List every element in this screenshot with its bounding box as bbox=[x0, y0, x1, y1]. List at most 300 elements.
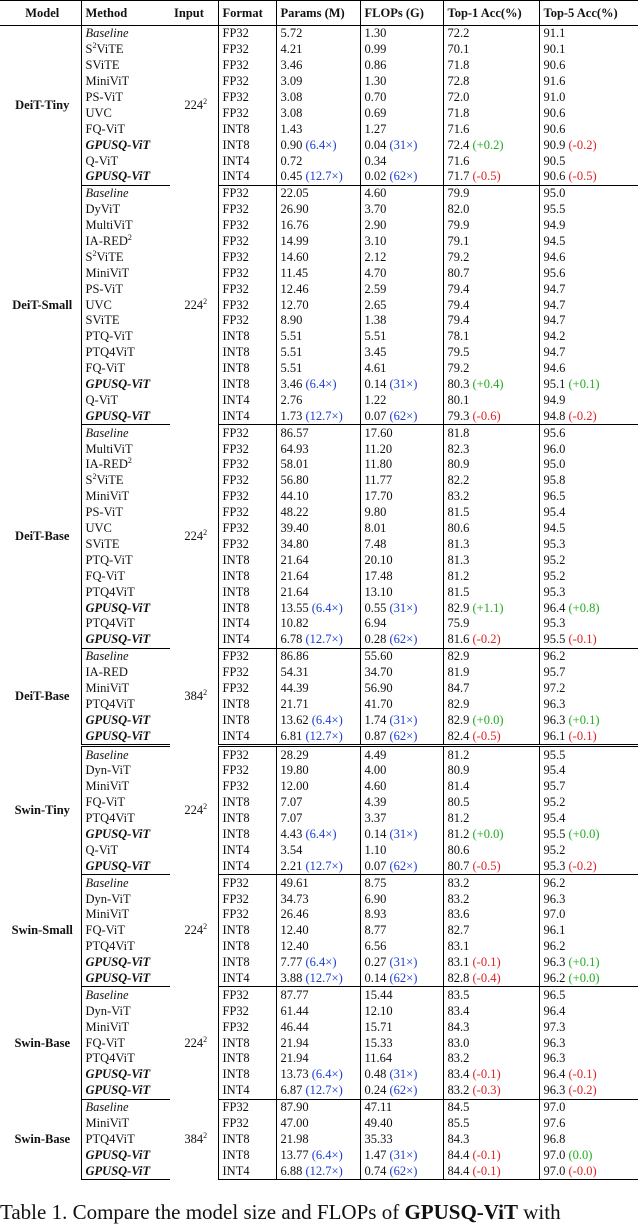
table-row bbox=[0, 712, 638, 728]
method-name: PTQ4ViT bbox=[85, 1131, 135, 1146]
method-name: PTQ4ViT bbox=[85, 616, 135, 631]
table-row bbox=[0, 923, 638, 939]
params-cell-delta: (12.7×) bbox=[305, 408, 343, 423]
params-cell: 44.39 bbox=[276, 681, 360, 697]
method-name: MiniViT bbox=[85, 265, 130, 280]
method-cell bbox=[81, 795, 170, 811]
top1-cell-delta: (-0.5) bbox=[472, 858, 501, 873]
top5-cell: 97.0 bbox=[539, 1099, 638, 1115]
params-cell: 13.73 (6.4×) bbox=[276, 1067, 360, 1083]
method-name: IA-RED$^2$ bbox=[85, 457, 132, 472]
flops-cell: 17.60 bbox=[360, 425, 443, 441]
top5-cell: 95.4 bbox=[539, 811, 638, 827]
top1-cell: 82.9 (+1.1) bbox=[443, 600, 539, 616]
input-superscript: 2 bbox=[203, 922, 208, 932]
method-name: GPUSQ-ViT bbox=[85, 1163, 151, 1178]
flops-cell: 6.90 bbox=[360, 891, 443, 907]
format-cell: FP32 bbox=[218, 648, 276, 664]
format-cell: FP32 bbox=[218, 987, 276, 1003]
top5-cell: 95.1 (+0.1) bbox=[539, 377, 638, 393]
method-cell bbox=[81, 361, 170, 377]
method-cell bbox=[81, 1003, 170, 1019]
format-cell: FP32 bbox=[218, 185, 276, 201]
column-header-flops: FLOPs (G) bbox=[360, 1, 443, 26]
top1-cell: 81.2 (+0.0) bbox=[443, 827, 539, 843]
format-cell: INT4 bbox=[218, 1083, 276, 1099]
top1-cell: 71.6 bbox=[443, 121, 539, 137]
method-name: GPUSQ-ViT bbox=[85, 1083, 151, 1098]
params-cell: 21.64 bbox=[276, 584, 360, 600]
flops-cell: 8.75 bbox=[360, 875, 443, 891]
flops-cell: 0.14 (62×) bbox=[360, 971, 443, 987]
flops-cell: 0.14 (31×) bbox=[360, 827, 443, 843]
table-row bbox=[0, 632, 638, 648]
method-cell bbox=[81, 1131, 170, 1147]
method-name: GPUSQ-ViT bbox=[85, 728, 151, 743]
params-cell: 13.77 (6.4×) bbox=[276, 1147, 360, 1163]
input-cell: $224^2$ bbox=[184, 1034, 208, 1050]
format-cell: INT8 bbox=[218, 1147, 276, 1163]
model-cell: DeiT-Base bbox=[0, 648, 81, 745]
params-cell: 6.78 (12.7×) bbox=[276, 632, 360, 648]
top5-cell: 94.7 bbox=[539, 345, 638, 361]
format-cell: FP32 bbox=[218, 763, 276, 779]
flops-cell-delta: (62×) bbox=[389, 1083, 418, 1098]
top1-cell: 82.2 bbox=[443, 473, 539, 489]
format-cell: FP32 bbox=[218, 505, 276, 521]
format-cell: INT8 bbox=[218, 568, 276, 584]
table-row bbox=[0, 58, 638, 74]
method-cell bbox=[81, 923, 170, 939]
top1-cell: 80.6 bbox=[443, 842, 539, 858]
method-cell bbox=[81, 987, 170, 1003]
params-cell: 12.70 bbox=[276, 297, 360, 313]
flops-cell: 5.51 bbox=[360, 329, 443, 345]
method-cell bbox=[81, 552, 170, 568]
top1-cell: 79.4 bbox=[443, 281, 539, 297]
top5-cell: 97.2 bbox=[539, 681, 638, 697]
params-cell: 3.09 bbox=[276, 74, 360, 90]
method-cell bbox=[81, 408, 170, 424]
top1-cell: 80.9 bbox=[443, 763, 539, 779]
params-cell: 28.29 bbox=[276, 746, 360, 763]
flops-cell: 0.48 (31×) bbox=[360, 1067, 443, 1083]
model-group bbox=[0, 1099, 638, 1179]
method-name: GPUSQ-ViT bbox=[85, 858, 151, 873]
table-row bbox=[0, 728, 638, 745]
method-cell bbox=[81, 137, 170, 153]
method-cell bbox=[81, 489, 170, 505]
method-name: $S^2ViTE$ bbox=[85, 249, 124, 264]
format-cell: INT8 bbox=[218, 795, 276, 811]
method-cell bbox=[81, 425, 170, 441]
top1-cell: 81.4 bbox=[443, 779, 539, 795]
flops-cell: 34.70 bbox=[360, 665, 443, 681]
table-row bbox=[0, 1067, 638, 1083]
top1-cell: 83.0 bbox=[443, 1035, 539, 1051]
method-cell bbox=[81, 121, 170, 137]
input-cell: $384^2$ bbox=[184, 1130, 208, 1146]
top5-cell: 94.7 bbox=[539, 297, 638, 313]
top5-cell: 96.4 (+0.8) bbox=[539, 600, 638, 616]
top1-cell: 81.5 bbox=[443, 584, 539, 600]
top1-cell-delta: (+1.1) bbox=[472, 600, 504, 615]
format-cell: INT4 bbox=[218, 408, 276, 424]
flops-cell: 11.20 bbox=[360, 441, 443, 457]
params-cell: 5.51 bbox=[276, 361, 360, 377]
method-cell bbox=[81, 313, 170, 329]
input-superscript: 2 bbox=[203, 1130, 208, 1140]
top5-cell-delta: (-0.2) bbox=[568, 137, 597, 152]
flops-cell: 4.49 bbox=[360, 746, 443, 763]
top5-cell: 94.8 (-0.2) bbox=[539, 408, 638, 424]
table-row bbox=[0, 1003, 638, 1019]
top5-cell: 95.2 bbox=[539, 552, 638, 568]
top1-cell: 79.2 bbox=[443, 249, 539, 265]
params-cell: 1.43 bbox=[276, 121, 360, 137]
method-cell bbox=[81, 392, 170, 408]
format-cell: INT8 bbox=[218, 584, 276, 600]
table-row bbox=[0, 74, 638, 90]
column-header-top5: Top-5 Acc(%) bbox=[539, 1, 638, 26]
params-cell: 10.82 bbox=[276, 616, 360, 632]
flops-cell: 1.22 bbox=[360, 392, 443, 408]
method-cell bbox=[81, 42, 170, 58]
format-cell: INT8 bbox=[218, 361, 276, 377]
flops-cell: 0.02 (62×) bbox=[360, 169, 443, 185]
flops-cell-delta: (62×) bbox=[389, 632, 418, 647]
table-row bbox=[0, 473, 638, 489]
top1-cell: 70.1 bbox=[443, 42, 539, 58]
format-cell: INT8 bbox=[218, 345, 276, 361]
top1-cell: 82.4 (-0.5) bbox=[443, 728, 539, 745]
table-row bbox=[0, 249, 638, 265]
method-superscript: 2 bbox=[127, 233, 132, 242]
params-cell: 46.44 bbox=[276, 1019, 360, 1035]
top5-cell: 96.2 bbox=[539, 875, 638, 891]
flops-cell: 11.77 bbox=[360, 473, 443, 489]
top1-cell: 80.7 (-0.5) bbox=[443, 858, 539, 874]
method-cell bbox=[81, 584, 170, 600]
table-row bbox=[0, 26, 638, 42]
flops-cell-delta: (31×) bbox=[389, 1147, 418, 1162]
table-row bbox=[0, 1019, 638, 1035]
params-cell-delta: (12.7×) bbox=[305, 728, 343, 743]
method-name: MiniViT bbox=[85, 74, 130, 89]
table-row bbox=[0, 746, 638, 763]
top1-cell: 83.2 bbox=[443, 1051, 539, 1067]
top5-cell-delta: (+0.0) bbox=[568, 826, 600, 841]
top5-cell: 90.6 bbox=[539, 105, 638, 121]
table-row bbox=[0, 505, 638, 521]
format-cell: INT8 bbox=[218, 377, 276, 393]
method-name: $S^2ViTE$ bbox=[85, 472, 124, 488]
params-cell: 3.88 (12.7×) bbox=[276, 971, 360, 987]
format-cell: INT4 bbox=[218, 616, 276, 632]
top5-cell: 96.3 (+0.1) bbox=[539, 955, 638, 971]
top1-cell-delta: (-0.5) bbox=[472, 728, 501, 743]
top5-cell: 95.0 bbox=[539, 185, 638, 201]
params-cell: 13.55 (6.4×) bbox=[276, 600, 360, 616]
table-row bbox=[0, 858, 638, 874]
top1-cell: 81.6 (-0.2) bbox=[443, 632, 539, 648]
format-cell: INT8 bbox=[218, 1131, 276, 1147]
table-row bbox=[0, 842, 638, 858]
method-name: MiniViT bbox=[85, 489, 130, 504]
top5-cell: 95.5 bbox=[539, 202, 638, 218]
format-cell: FP32 bbox=[218, 779, 276, 795]
params-cell: 21.64 bbox=[276, 568, 360, 584]
method-cell bbox=[81, 153, 170, 169]
method-superscript: 2 bbox=[92, 472, 97, 482]
format-cell: FP32 bbox=[218, 537, 276, 553]
params-cell: 21.71 bbox=[276, 696, 360, 712]
method-cell bbox=[81, 105, 170, 121]
format-cell: INT4 bbox=[218, 392, 276, 408]
method-name: GPUSQ-ViT bbox=[85, 955, 151, 970]
table-row bbox=[0, 537, 638, 553]
flops-cell-delta: (62×) bbox=[389, 1163, 418, 1178]
input-cell: $384^2$ bbox=[184, 688, 208, 704]
flops-cell-delta: (31×) bbox=[389, 377, 418, 392]
params-cell-delta: (12.7×) bbox=[305, 858, 343, 873]
method-cell bbox=[81, 281, 170, 297]
flops-cell: 3.70 bbox=[360, 202, 443, 218]
params-cell-delta: (12.7×) bbox=[305, 169, 343, 184]
table-row bbox=[0, 987, 638, 1003]
flops-cell: 6.94 bbox=[360, 616, 443, 632]
flops-cell: 1.30 bbox=[360, 74, 443, 90]
top5-cell: 97.6 bbox=[539, 1116, 638, 1132]
table-row bbox=[0, 907, 638, 923]
method-name: Baseline bbox=[85, 875, 129, 890]
column-header-model: Model bbox=[0, 1, 81, 26]
model-cell: Swin-Base bbox=[0, 1099, 81, 1179]
flops-cell: 11.80 bbox=[360, 457, 443, 473]
format-cell: FP32 bbox=[218, 441, 276, 457]
format-cell: FP32 bbox=[218, 90, 276, 106]
method-cell bbox=[81, 1067, 170, 1083]
top1-cell: 80.9 bbox=[443, 457, 539, 473]
flops-cell: 17.70 bbox=[360, 489, 443, 505]
top5-cell: 90.6 bbox=[539, 58, 638, 74]
table-row bbox=[0, 665, 638, 681]
params-cell-delta: (12.7×) bbox=[305, 1163, 343, 1178]
top1-cell: 83.6 bbox=[443, 907, 539, 923]
top5-cell-delta: (-0.1) bbox=[568, 632, 597, 647]
table-row bbox=[0, 1051, 638, 1067]
table-row bbox=[0, 425, 638, 441]
params-cell: 34.80 bbox=[276, 537, 360, 553]
table-row bbox=[0, 681, 638, 697]
method-name: GPUSQ-ViT bbox=[85, 600, 151, 615]
top1-cell: 80.1 bbox=[443, 392, 539, 408]
flops-cell: 0.07 (62×) bbox=[360, 408, 443, 424]
top1-cell-delta: (-0.5) bbox=[472, 169, 501, 184]
method-name: Baseline bbox=[85, 649, 129, 664]
params-cell: 7.07 bbox=[276, 795, 360, 811]
top5-cell: 95.8 bbox=[539, 473, 638, 489]
table-row bbox=[0, 90, 638, 106]
top1-cell: 72.2 bbox=[443, 26, 539, 42]
input-superscript: 2 bbox=[203, 688, 208, 698]
top1-cell: 82.3 bbox=[443, 441, 539, 457]
flops-cell: 3.10 bbox=[360, 234, 443, 250]
method-cell bbox=[81, 1051, 170, 1067]
method-name: GPUSQ-ViT bbox=[85, 712, 151, 727]
top1-cell: 82.9 bbox=[443, 648, 539, 664]
table-row bbox=[0, 1083, 638, 1099]
table-row bbox=[0, 971, 638, 987]
top5-cell: 94.6 bbox=[539, 361, 638, 377]
params-cell: 6.87 (12.7×) bbox=[276, 1083, 360, 1099]
method-superscript: 2 bbox=[127, 457, 132, 466]
method-name: GPUSQ-ViT bbox=[85, 1147, 151, 1162]
top1-cell: 79.9 bbox=[443, 218, 539, 234]
top1-cell: 71.8 bbox=[443, 105, 539, 121]
method-cell bbox=[81, 939, 170, 955]
params-cell: 2.76 bbox=[276, 392, 360, 408]
table-row bbox=[0, 616, 638, 632]
params-cell: 3.08 bbox=[276, 90, 360, 106]
method-cell bbox=[81, 1035, 170, 1051]
method-name: Dyn-ViT bbox=[85, 891, 131, 906]
format-cell: INT8 bbox=[218, 827, 276, 843]
method-name: GPUSQ-ViT bbox=[85, 1067, 151, 1082]
flops-cell: 8.93 bbox=[360, 907, 443, 923]
top1-cell-delta: (-0.1) bbox=[472, 1147, 501, 1162]
method-name: PS-ViT bbox=[85, 90, 123, 104]
params-cell: 22.05 bbox=[276, 185, 360, 201]
method-cell bbox=[81, 632, 170, 648]
top1-cell: 80.3 (+0.4) bbox=[443, 377, 539, 393]
format-cell: FP32 bbox=[218, 74, 276, 90]
top5-cell: 97.0 bbox=[539, 907, 638, 923]
method-cell bbox=[81, 329, 170, 345]
top1-cell: 75.9 bbox=[443, 616, 539, 632]
flops-cell: 4.70 bbox=[360, 265, 443, 281]
params-cell: 7.07 bbox=[276, 811, 360, 827]
method-name: SViTE bbox=[85, 58, 120, 73]
flops-cell: 1.30 bbox=[360, 26, 443, 42]
top1-cell: 81.5 bbox=[443, 505, 539, 521]
table-row bbox=[0, 584, 638, 600]
flops-cell: 0.07 (62×) bbox=[360, 858, 443, 874]
format-cell: INT8 bbox=[218, 955, 276, 971]
method-cell bbox=[81, 218, 170, 234]
top5-cell: 96.3 bbox=[539, 696, 638, 712]
format-cell: INT4 bbox=[218, 153, 276, 169]
format-cell: FP32 bbox=[218, 218, 276, 234]
params-cell: 11.45 bbox=[276, 265, 360, 281]
format-cell: INT4 bbox=[218, 632, 276, 648]
top5-cell: 95.6 bbox=[539, 265, 638, 281]
format-cell: FP32 bbox=[218, 1116, 276, 1132]
params-cell: 0.72 bbox=[276, 153, 360, 169]
flops-cell: 0.14 (31×) bbox=[360, 377, 443, 393]
format-cell: INT8 bbox=[218, 923, 276, 939]
method-name: Q-ViT bbox=[85, 153, 119, 168]
flops-cell: 0.69 bbox=[360, 105, 443, 121]
top5-cell: 96.4 bbox=[539, 1003, 638, 1019]
params-cell-delta: (12.7×) bbox=[305, 970, 343, 985]
table-header bbox=[0, 1, 638, 26]
top5-cell: 95.3 bbox=[539, 616, 638, 632]
table-row bbox=[0, 234, 638, 250]
top1-cell: 71.8 bbox=[443, 58, 539, 74]
table-row bbox=[0, 795, 638, 811]
method-cell bbox=[81, 377, 170, 393]
method-name: $S^2ViTE$ bbox=[85, 41, 124, 57]
method-cell bbox=[81, 746, 170, 763]
top1-cell: 72.8 bbox=[443, 74, 539, 90]
top1-cell-delta: (-0.6) bbox=[472, 408, 501, 423]
top1-cell: 81.8 bbox=[443, 425, 539, 441]
method-name: FQ-ViT bbox=[85, 795, 126, 810]
top1-cell: 85.5 bbox=[443, 1116, 539, 1132]
input-superscript: 2 bbox=[203, 801, 208, 811]
top5-cell: 96.2 (+0.0) bbox=[539, 971, 638, 987]
params-cell: 6.88 (12.7×) bbox=[276, 1163, 360, 1179]
format-cell: INT8 bbox=[218, 939, 276, 955]
format-cell: INT8 bbox=[218, 1067, 276, 1083]
params-cell-delta: (12.7×) bbox=[305, 1083, 343, 1098]
method-name: FQ-ViT bbox=[85, 1035, 126, 1050]
method-name: UVC bbox=[85, 297, 112, 312]
top1-cell: 83.1 bbox=[443, 939, 539, 955]
column-header-input: Input bbox=[170, 1, 218, 26]
method-name: PTQ4ViT bbox=[85, 811, 135, 826]
method-cell bbox=[81, 234, 170, 250]
top5-cell: 95.3 bbox=[539, 537, 638, 553]
method-name: Baseline bbox=[85, 425, 129, 440]
top5-cell: 95.2 bbox=[539, 842, 638, 858]
flops-cell: 11.64 bbox=[360, 1051, 443, 1067]
input-cell: $224^2$ bbox=[184, 296, 208, 312]
method-name: Baseline bbox=[85, 26, 129, 41]
flops-cell: 0.55 (31×) bbox=[360, 600, 443, 616]
flops-cell: 3.37 bbox=[360, 811, 443, 827]
top1-cell: 84.4 (-0.1) bbox=[443, 1147, 539, 1163]
method-superscript: 2 bbox=[92, 41, 97, 51]
flops-cell: 4.39 bbox=[360, 795, 443, 811]
top1-cell: 84.4 (-0.1) bbox=[443, 1163, 539, 1179]
params-cell: 39.40 bbox=[276, 521, 360, 537]
input-cell: $224^2$ bbox=[184, 527, 208, 543]
flops-cell-delta: (62×) bbox=[389, 728, 418, 743]
format-cell: FP32 bbox=[218, 665, 276, 681]
format-cell: FP32 bbox=[218, 26, 276, 42]
params-cell: 86.86 bbox=[276, 648, 360, 664]
format-cell: INT8 bbox=[218, 811, 276, 827]
top5-cell: 94.2 bbox=[539, 329, 638, 345]
input-superscript: 2 bbox=[203, 1034, 208, 1044]
flops-cell: 0.86 bbox=[360, 58, 443, 74]
flops-cell-delta: (31×) bbox=[389, 600, 418, 615]
method-name: Dyn-ViT bbox=[85, 763, 131, 778]
method-cell bbox=[81, 249, 170, 265]
format-cell: INT8 bbox=[218, 552, 276, 568]
top5-cell: 90.6 (-0.5) bbox=[539, 169, 638, 185]
caption-bold: GPUSQ-ViT bbox=[404, 1200, 519, 1224]
method-name: IA-RED bbox=[85, 665, 128, 680]
method-name: FQ-ViT bbox=[85, 121, 126, 136]
params-cell: 34.73 bbox=[276, 891, 360, 907]
method-cell bbox=[81, 297, 170, 313]
top5-cell: 96.3 (+0.1) bbox=[539, 712, 638, 728]
params-cell: 26.46 bbox=[276, 907, 360, 923]
params-cell: 56.80 bbox=[276, 473, 360, 489]
